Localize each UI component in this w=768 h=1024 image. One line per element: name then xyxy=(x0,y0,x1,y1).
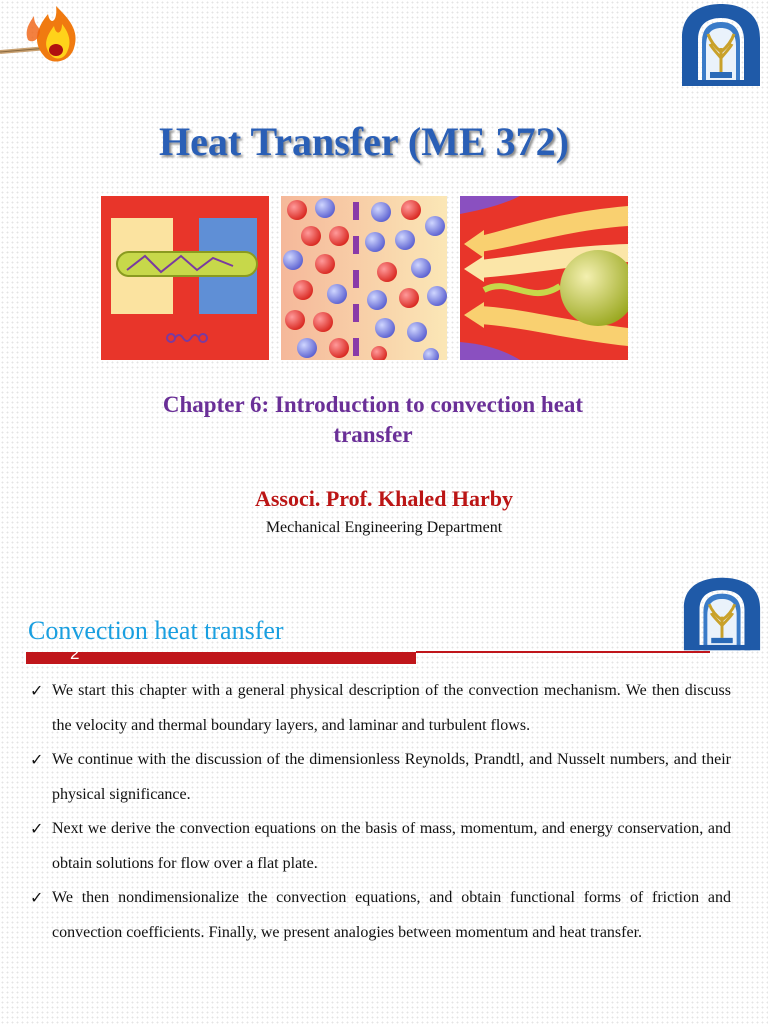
molecule-diffusion-illustration xyxy=(281,196,447,360)
slide-number: 2 xyxy=(70,644,80,663)
checkmark-icon: ✓ xyxy=(30,681,44,700)
title-underline-line xyxy=(416,651,710,653)
list-item: ✓ We then nondimensionalize the convection equations, and obtain functional forms of friction and convection coefficients. Finally, we present analogies between momentum and heat transfer. xyxy=(28,881,731,950)
department-name: Mechanical Engineering Department xyxy=(265,519,503,536)
title-underline-bar xyxy=(26,652,416,664)
university-logo-icon xyxy=(680,576,764,652)
checkmark-icon: ✓ xyxy=(30,819,44,838)
checkmark-icon: ✓ xyxy=(30,750,44,769)
author-name: Associ. Prof. Khaled Harby xyxy=(254,486,514,511)
bullet-list xyxy=(28,674,731,950)
list-item: ✓ Next we derive the convection equations on the basis of mass, momentum, and energy conservation, and obtain solutions for flow over a flat plate. xyxy=(28,812,731,881)
convection-flow-illustration xyxy=(460,196,628,360)
list-item: ✓ We start this chapter with a general physical description of the convection mechanism. We then discuss the velocity and thermal boundary layers, and laminar and turbulent flows. xyxy=(28,674,731,743)
burning-match-icon xyxy=(0,0,86,70)
main-title: Heat Transfer (ME 372) xyxy=(159,119,569,164)
university-logo-icon xyxy=(678,2,764,88)
section-title: Convection heat transfer xyxy=(28,616,284,645)
conduction-illustration xyxy=(101,196,269,360)
content-slide xyxy=(0,572,768,1024)
chapter-title: Chapter 6: Introduction to convection heat transfer xyxy=(162,392,584,447)
list-item: ✓ We continue with the discussion of the dimensionless Reynolds, Prandtl, and Nusselt numbers, and their physical significance. xyxy=(28,743,731,812)
checkmark-icon: ✓ xyxy=(30,888,44,907)
